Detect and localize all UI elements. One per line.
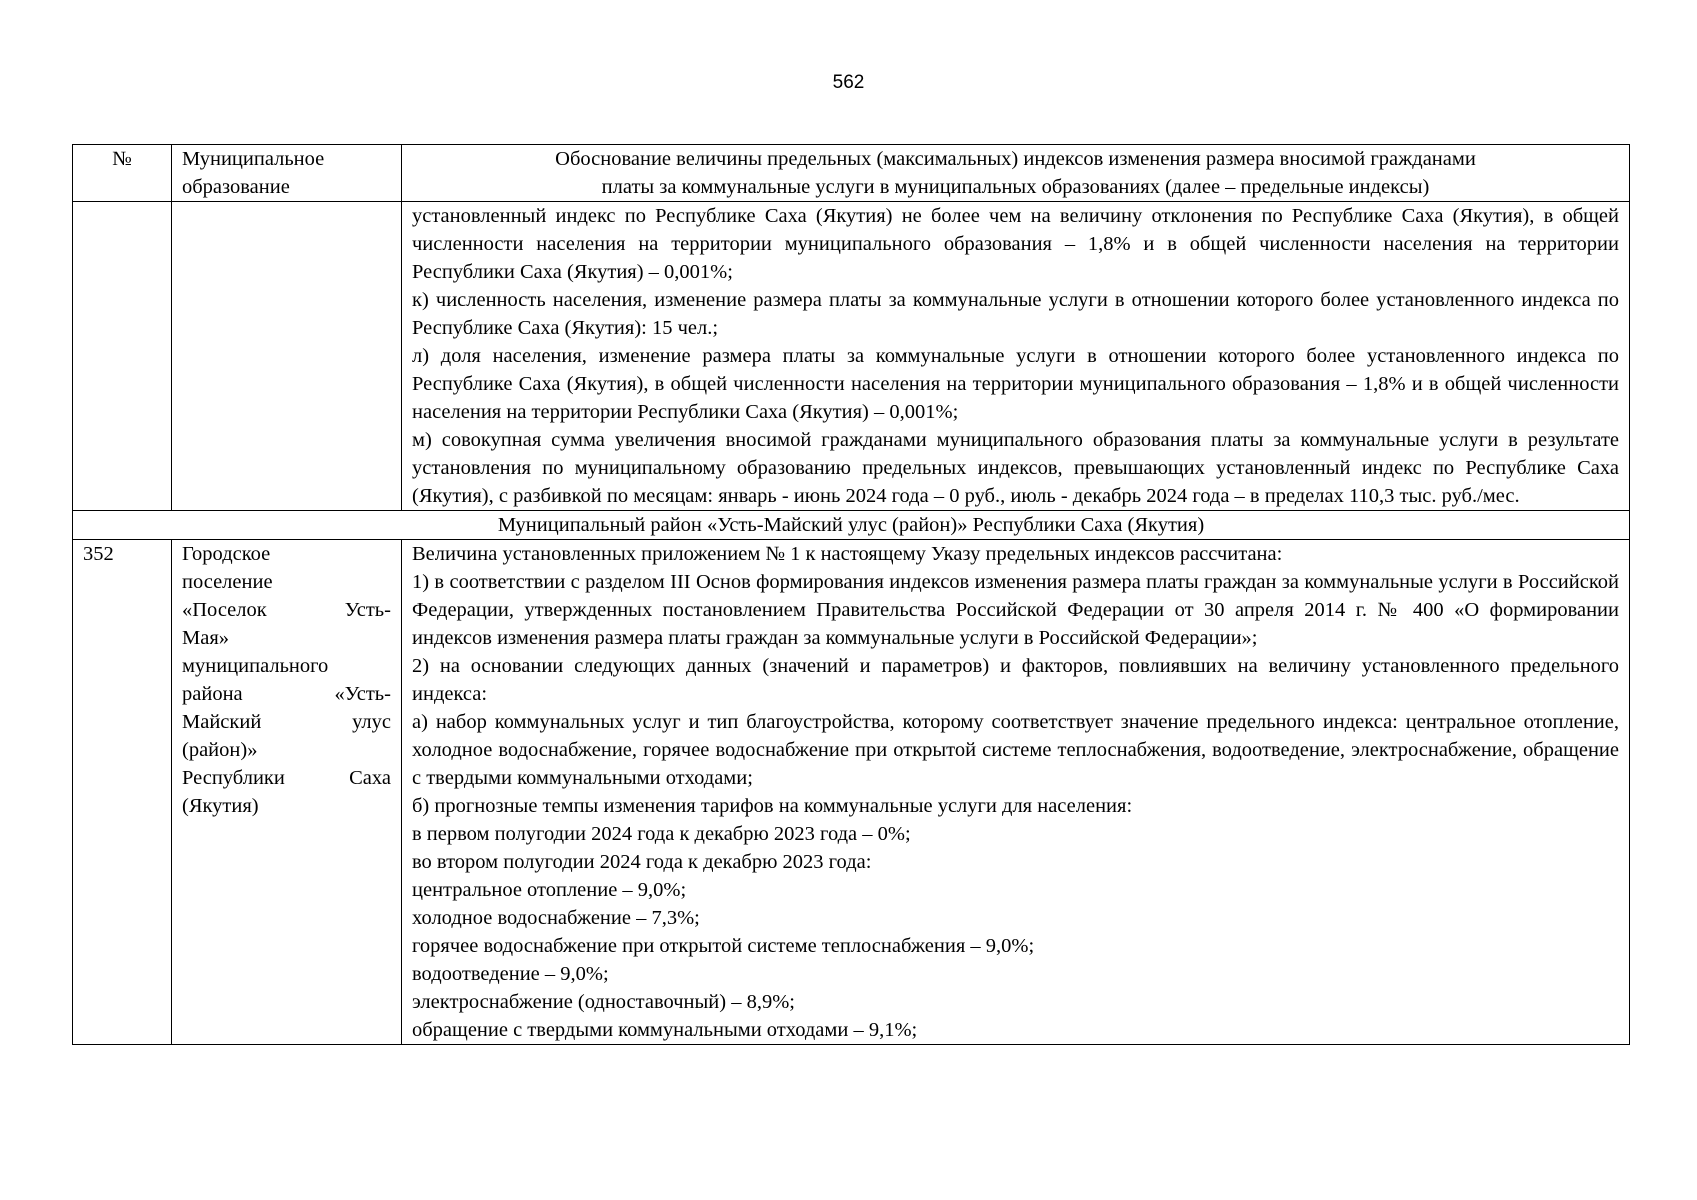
municipality-line: Майский улус [182, 711, 391, 733]
header-municipality-line1: Муниципальное [182, 148, 325, 170]
paragraph: а) набор коммунальных услуг и тип благоустройства, которому соответствует значение предельного индекса: центральное отопление, холодное водоснабжение, горячее водоснабжение при открытой системе теплоснабжения, водоотведение, электроснабжение, обращение с твердыми коммунальными отходами; [412, 711, 1619, 789]
municipality-line: «Поселок Усть- [182, 599, 391, 621]
municipality-line: района «Усть- [182, 683, 391, 705]
municipality-line: поселение [182, 571, 273, 593]
municipality-line: (район)» [182, 739, 258, 761]
paragraph: во втором полугодии 2024 года к декабрю 2023 года: [412, 851, 872, 873]
header-municipality-line2: образование [182, 176, 290, 198]
header-municipality [172, 145, 402, 202]
row-municipality [172, 540, 402, 1045]
justification-table [72, 144, 1630, 1045]
table-header-row [73, 145, 1630, 202]
municipality-line: муниципального [182, 655, 329, 677]
paragraph: 1) в соответствии с разделом III Основ формирования индексов изменения размера платы граждан за коммунальные услуги в Российской Федерации, утвержденных постановлением Правительства Российской Федерации от 30 апреля 2014 г. № 400 «О формировании индексов изменения размера платы граждан за коммунальные услуги в Российской Федерации»; [412, 571, 1619, 649]
row-justification [402, 540, 1630, 1045]
table-section-row [73, 511, 1630, 540]
paragraph: к) численность населения, изменение размера платы за коммунальные услуги в отношении которого более установленного индекса по Республике Саха (Якутия): 15 чел.; [412, 289, 1619, 339]
municipality-line: Республики Саха [182, 767, 391, 789]
paragraph: установленный индекс по Республике Саха (Якутия) не более чем на величину отклонения по Республике Саха (Якутия), в общей численности населения на территории муниципального образования – 1,8% и в общей численности населения на территории Республики Саха (Якутия) – 0,001%; [412, 205, 1619, 283]
paragraph: б) прогнозные темпы изменения тарифов на коммунальные услуги для населения: [412, 795, 1133, 817]
continuation-municipality-cell [172, 202, 402, 511]
paragraph: водоотведение – 9,0%; [412, 963, 609, 985]
paragraph: л) доля населения, изменение размера платы за коммунальные услуги в отношении которого более установленного индекса по Республике Саха (Якутия), в общей численности населения на территории муниципального образования – 1,8% и в общей численности населения на территории Республики Саха (Якутия) – 0,001%; [412, 345, 1619, 423]
paragraph: центральное отопление – 9,0%; [412, 879, 687, 901]
header-justification-line2: платы за коммунальные услуги в муниципальных образованиях (далее – предельные индексы) [601, 176, 1430, 198]
paragraph: электроснабжение (одноставочный) – 8,9%; [412, 991, 795, 1013]
row-number: 352 [73, 540, 172, 1045]
paragraph: холодное водоснабжение – 7,3%; [412, 907, 700, 929]
paragraph: 2) на основании следующих данных (значений и параметров) и факторов, повлиявших на величину установленного предельного индекса: [412, 655, 1619, 705]
header-justification-line1: Обоснование величины предельных (максимальных) индексов изменения размера вносимой гражданами [555, 148, 1476, 170]
municipality-line: (Якутия) [182, 795, 259, 817]
paragraph: Величина установленных приложением № 1 к настоящему Указу предельных индексов рассчитана: [412, 543, 1283, 565]
paragraph: в первом полугодии 2024 года к декабрю 2023 года – 0%; [412, 823, 911, 845]
section-title: Муниципальный район «Усть-Майский улус (район)» Республики Саха (Якутия) [73, 511, 1630, 540]
table-row-352 [73, 540, 1630, 1045]
municipality-line: Городское [182, 543, 271, 565]
municipality-line: Мая» [182, 627, 230, 649]
continuation-justification-cell [402, 202, 1630, 511]
page-number: 562 [832, 72, 865, 93]
header-justification [402, 145, 1630, 202]
table-row-continuation [73, 202, 1630, 511]
paragraph: м) совокупная сумма увеличения вносимой гражданами муниципального образования платы за коммунальные услуги в результате установления по муниципальному образованию предельных индексов, превышающих установленный индекс по Республике Саха (Якутия), с разбивкой по месяцам: январь - июнь 2024 года – 0 руб., июль - декабрь 2024 года – в пределах 110,3 тыс. руб./мес. [412, 429, 1619, 507]
header-number: № [73, 145, 172, 202]
paragraph: обращение с твердыми коммунальными отходами – 9,1%; [412, 1019, 918, 1041]
paragraph: горячее водоснабжение при открытой системе теплоснабжения – 9,0%; [412, 935, 1035, 957]
continuation-number-cell [73, 202, 172, 511]
